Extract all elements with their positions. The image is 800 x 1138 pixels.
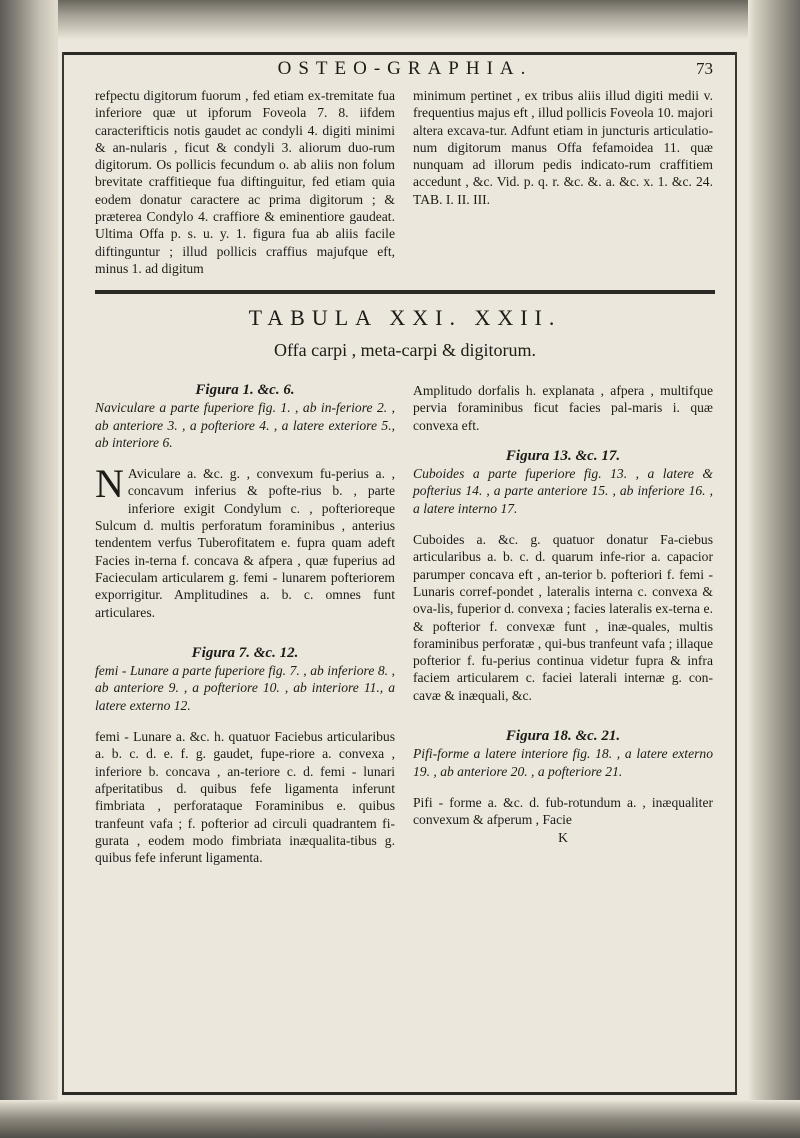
right-column [413, 382, 713, 846]
figure-caption-2: femi - Lunare a parte fuperiore fig. 7. , ab inferiore 8. , ab anteriore 9. , a pofteriore 10. , ab interiore 11., a latere externo 12. [95, 663, 395, 713]
figure-caption-3: Cuboides a parte fuperiore fig. 13. , a latere & pofterius 14. , a parte anteriore 15. , ab inferiore 16. , a latere interno 17. [413, 466, 713, 516]
top-left-column [95, 87, 395, 277]
intro-paragraph: Amplitudo dorfalis h. explanata , afpera , multifque pervia foraminibus ficut facies pal-maris i. quæ convexa eft. [413, 383, 713, 433]
page-edge-right [748, 0, 800, 1138]
left-column [95, 382, 395, 866]
figure-text-3: Cuboides a. &c. g. quatuor donatur Fa-ciebus articularibus a. b. c. d. quarum infe-rior a. capacior parumper concava eft , an-terior b. pofteriori f. femi - Lunaris corref-pondet , lateralis interna c. convexa & ova-lis, fuperior d. convexa ; facies lateralis ex-terna e. & pofterior f. convexæ funt , inæ-quales, multis foraminibus perforatæ , qui-bus tranfeunt vafa ; illaque pofterior f. fu-perius continua videtur fupra & infra faciem articularem c. faciei laterali internæ g. con-cavæ & inæquali, &c. [413, 532, 713, 703]
figure-heading-4: Figura 18. &c. 21. [505, 728, 621, 745]
figure-text-4: Pifi - forme a. &c. d. fub-rotundum a. , inæqualiter convexum & afperum , Facie [413, 794, 713, 828]
book-page [95, 0, 715, 1138]
top-left-paragraph: refpectu digitorum fuorum , fed etiam ex-tremitate fua inferiore quæ ut ipforum Foveola 7. 8. iifdem caracterifticis notis gaudet ac condyli 4. digiti minimi & an-nularis , ficut & condyli 3. aliorum duo-rum digitorum. Os pollicis fecundum o. ab aliis non folum brevitate craffitieque fua diftinguitur, fed etiam quia eodem donatur caractere ac prima digitorum ; & præterea Condylo 4. craffiore & eminentiore gaudeat. Ultima Offa p. s. u. y. 1. figura fua ab aliis facile diftinguntur ; illud pollicis craffius majufque eft, minus 1. ad digitum [95, 88, 395, 276]
tabula-subtitle: Offa carpi , meta-carpi & digitorum. [273, 340, 537, 360]
running-head: OSTEO-GRAPHIA. [277, 58, 533, 79]
figure-text-2: femi - Lunare a. &c. h. quatuor Faciebus articularibus a. b. c. d. e. f. g. gaudet, fupe-riore a. convexa , inferiore b. concava , an-teriore c. d. femi - lunari afperitatibus d. quibus fefe ligamenta inferunt fimbriata , perforataque Foraminibus e. quibus tranfeunt vafa ; f. pofterior ad circuli quadrantem fi-gurata , eodem modo fimbriata inæqualita-tibus g. quibus fefe inferunt ligamenta. [95, 729, 395, 866]
section-rule [95, 290, 715, 294]
page-number: 73 [696, 59, 713, 78]
right-border-rule [735, 52, 737, 1092]
drop-cap: N [95, 461, 124, 507]
figure-heading-2: Figura 7. &c. 12. [191, 644, 299, 661]
signature-mark: K [558, 829, 568, 845]
top-right-column [413, 87, 713, 208]
page-edge-left [0, 0, 58, 1138]
figure-heading-3: Figura 13. &c. 17. [505, 447, 621, 464]
figure-caption-1: Naviculare a parte fuperiore fig. 1. , ab in-feriore 2. , ab anteriore 3. , a pofteriore 4. , a latere exteriore 5., ab interiore 6. [95, 400, 395, 450]
figure-text-1-body: Aviculare a. &c. g. , convexum fu-perius a. , concavum inferius & pofte-rius b. , parte inferiore exigit Condylum c. , pofterioreque Sulcum d. multis perforatum foraminibus , anterius tendentem verfus Tuberofitatem e. fupra quam adeft Facies in-terna f. concava & afpera , quæ fuperius ad Facieculam articularem g. femi - lunarem pofteriorem exporrigitur. Amplitudines a. b. c. omnes funt articulares. [95, 466, 395, 620]
figure-text-1 [95, 461, 395, 621]
left-border-rule [62, 52, 64, 1092]
tabula-title: TABULA XXI. XXII. [248, 305, 562, 330]
figure-heading-1: Figura 1. &c. 6. [195, 382, 295, 398]
top-right-paragraph: minimum pertinet , ex tribus aliis illud digiti medii v. frequentius majus eft , illud pollicis Foveola 10. majori altera excava-tur. Adfunt etiam in juncturis articulatio-num digitorum manus Offa fefamoidea 11. quæ nunquam ad illorum pedis indicato-rum craffitiem accedunt , &c. Vid. p. q. r. &c. &. a. &c. x. 1. &c. 24. TAB. I. II. III. [413, 88, 713, 207]
figure-caption-4: Pifi-forme a latere interiore fig. 18. , a latere externo 19. , ab anteriore 20. , a pofteriore 21. [413, 746, 713, 779]
